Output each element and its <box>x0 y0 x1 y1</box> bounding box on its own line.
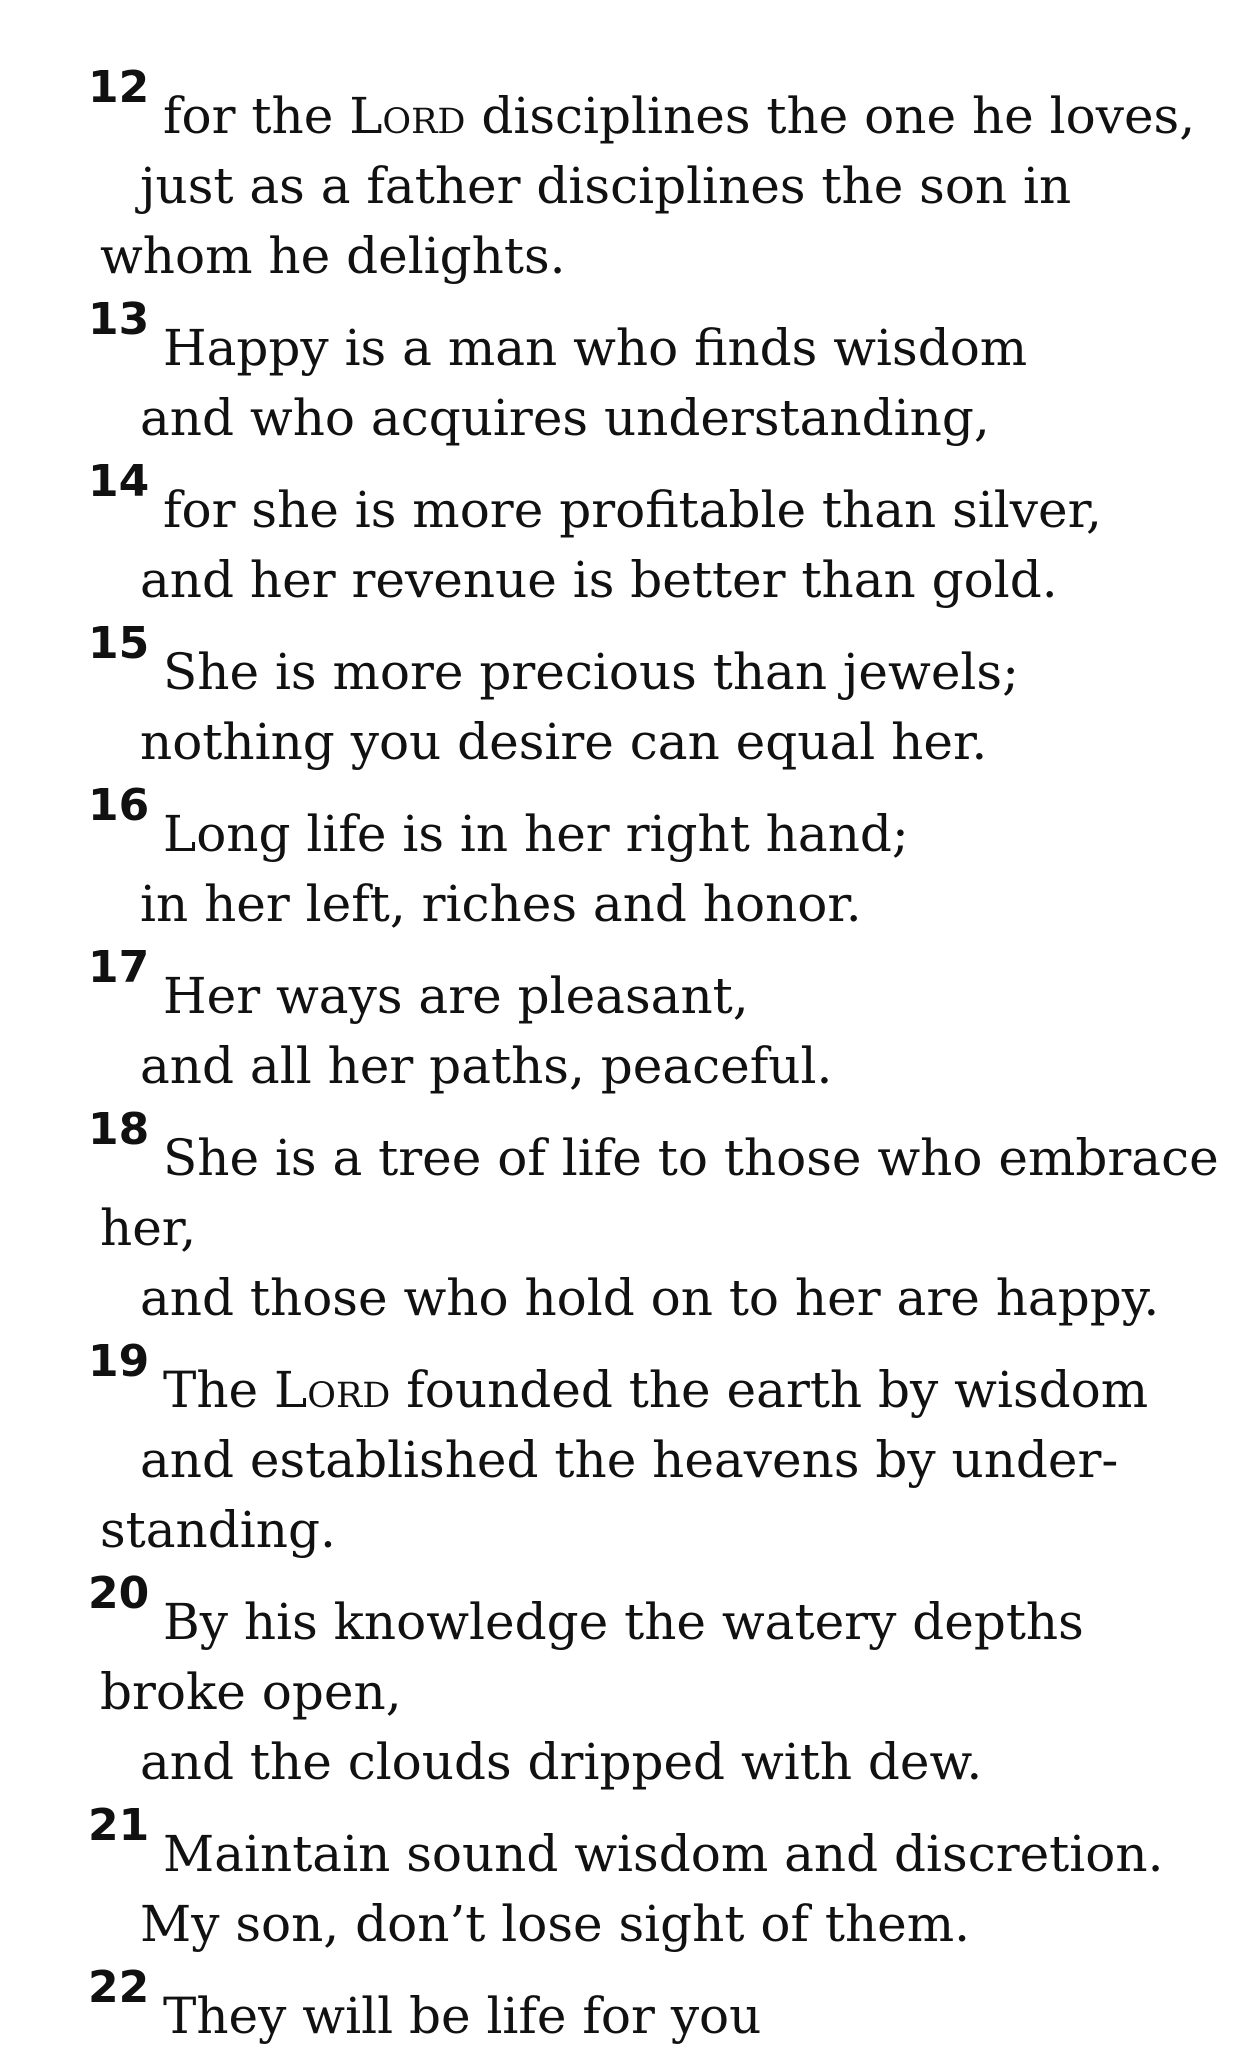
verse-line: My son, don’t lose sight of them. <box>140 1895 971 1953</box>
verse-line: and her revenue is better than gold. <box>140 551 1058 609</box>
verse-number: 18 <box>88 1104 150 1155</box>
verse-number: 15 <box>88 618 150 669</box>
verse-line <box>163 1362 1148 1418</box>
verse-line: for she is more profitable than silver, <box>163 481 1102 539</box>
verse-line-wrap: whom he delights. <box>100 227 566 285</box>
verse-text: for the <box>163 87 350 145</box>
verse-line: and who acquires understanding, <box>140 389 990 447</box>
verse-line <box>163 88 1195 144</box>
verse-line: just as a father disciplines the son in <box>140 157 1072 215</box>
verse-line: She is a tree of life to those who embrace <box>163 1129 1219 1187</box>
lord-small-caps: Lord <box>274 1361 391 1419</box>
verse-line: She is more precious than jewels; <box>163 643 1019 701</box>
verse-line: and established the heavens by under- <box>140 1431 1119 1489</box>
verse-number: 19 <box>88 1336 150 1387</box>
verse-line: Long life is in her right hand; <box>163 805 909 863</box>
verse-line: nothing you desire can equal her. <box>140 713 988 771</box>
verse-number: 20 <box>88 1568 150 1619</box>
verse-text: founded the earth by wisdom <box>390 1361 1149 1419</box>
verse-number: 13 <box>88 294 150 345</box>
verse-number: 17 <box>88 942 150 993</box>
verse-line: in her left, riches and honor. <box>140 875 862 933</box>
verse-line-wrap: standing. <box>100 1501 336 1559</box>
verse-line: By his knowledge the watery depths <box>163 1593 1084 1651</box>
verse-line: and those who hold on to her are happy. <box>140 1269 1160 1327</box>
verse-text: disciplines the one he loves, <box>465 87 1196 145</box>
verse-line-wrap: her, <box>100 1199 197 1257</box>
verse-number: 22 <box>88 1962 150 2013</box>
verse-number: 21 <box>88 1800 150 1851</box>
verse-line-wrap: broke open, <box>100 1663 402 1721</box>
verse-line: Maintain sound wisdom and discretion. <box>163 1825 1164 1883</box>
verse-line: and all her paths, peaceful. <box>140 1037 833 1095</box>
verse-number: 16 <box>88 780 150 831</box>
verse-line: and the clouds dripped with dew. <box>140 1733 983 1791</box>
verse-line: Happy is a man who finds wisdom <box>163 319 1028 377</box>
verse-line: Her ways are pleasant, <box>163 967 749 1025</box>
verse-number: 12 <box>88 62 150 113</box>
lord-small-caps: Lord <box>349 87 466 145</box>
verse-number: 14 <box>88 456 150 507</box>
verse-text: The <box>163 1361 275 1419</box>
verse-line: They will be life for you <box>163 1987 762 2045</box>
